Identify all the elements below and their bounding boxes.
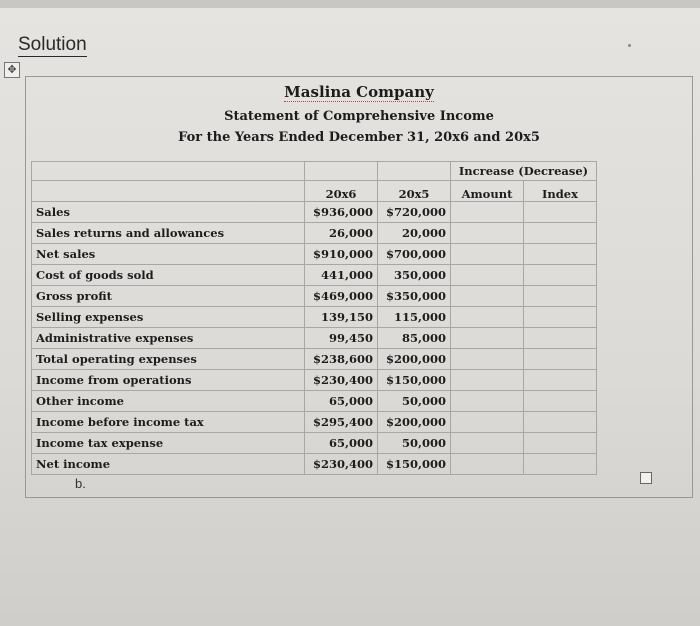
- value-20x6: $238,600: [305, 349, 378, 370]
- row-label: Income from operations: [32, 370, 305, 391]
- value-20x5: $200,000: [378, 412, 451, 433]
- statement-period: For the Years Ended December 31, 20x6 and 20x5: [178, 130, 540, 145]
- value-20x6: 65,000: [305, 391, 378, 412]
- table-row: [32, 454, 597, 475]
- top-strip: [0, 0, 700, 8]
- solution-heading: Solution: [18, 34, 87, 55]
- value-20x6: 139,150: [305, 307, 378, 328]
- value-20x5: 50,000: [378, 433, 451, 454]
- header-blank: [32, 181, 305, 202]
- row-label: Selling expenses: [32, 307, 305, 328]
- value-20x6: 99,450: [305, 328, 378, 349]
- table-row: [32, 223, 597, 244]
- amount-input-cell[interactable]: [451, 433, 524, 454]
- header-blank: [378, 162, 451, 181]
- year-20x5-header: 20x5: [378, 181, 451, 202]
- index-input-cell[interactable]: [524, 286, 597, 307]
- index-input-cell[interactable]: [524, 307, 597, 328]
- table-row: [32, 328, 597, 349]
- row-label: Income tax expense: [32, 433, 305, 454]
- value-20x6: $936,000: [305, 202, 378, 223]
- table-row: [32, 349, 597, 370]
- row-label: Other income: [32, 391, 305, 412]
- value-20x6: 65,000: [305, 433, 378, 454]
- amount-input-cell[interactable]: [451, 454, 524, 475]
- row-label: Total operating expenses: [32, 349, 305, 370]
- header-row-columns: [32, 181, 597, 202]
- index-input-cell[interactable]: [524, 202, 597, 223]
- income-statement-sheet: [25, 76, 693, 498]
- index-header: Index: [524, 181, 597, 202]
- value-20x5: 50,000: [378, 391, 451, 412]
- value-20x5: $350,000: [378, 286, 451, 307]
- index-input-cell[interactable]: [524, 412, 597, 433]
- header-row-group: [32, 162, 597, 181]
- value-20x5: 20,000: [378, 223, 451, 244]
- index-input-cell[interactable]: [524, 370, 597, 391]
- index-input-cell[interactable]: [524, 223, 597, 244]
- row-label: Net sales: [32, 244, 305, 265]
- row-label: Net income: [32, 454, 305, 475]
- table-row: [32, 412, 597, 433]
- amount-input-cell[interactable]: [451, 244, 524, 265]
- value-20x6: 26,000: [305, 223, 378, 244]
- index-input-cell[interactable]: [524, 265, 597, 286]
- header-blank: [32, 162, 305, 181]
- amount-input-cell[interactable]: [451, 391, 524, 412]
- value-20x5: 115,000: [378, 307, 451, 328]
- row-label: Gross profit: [32, 286, 305, 307]
- part-b-label: b.: [75, 476, 86, 491]
- table-row: [32, 244, 597, 265]
- index-input-cell[interactable]: [524, 328, 597, 349]
- statement-title-block: [26, 77, 692, 161]
- value-20x6: 441,000: [305, 265, 378, 286]
- value-20x6: $230,400: [305, 370, 378, 391]
- table-row: [32, 370, 597, 391]
- value-20x6: $910,000: [305, 244, 378, 265]
- amount-input-cell[interactable]: [451, 265, 524, 286]
- amount-input-cell[interactable]: [451, 412, 524, 433]
- row-label: Sales: [32, 202, 305, 223]
- amount-input-cell[interactable]: [451, 223, 524, 244]
- amount-input-cell[interactable]: [451, 286, 524, 307]
- income-statement-table: [31, 161, 597, 475]
- amount-input-cell[interactable]: [451, 370, 524, 391]
- year-20x6-header: 20x6: [305, 181, 378, 202]
- amount-input-cell[interactable]: [451, 307, 524, 328]
- value-20x5: $700,000: [378, 244, 451, 265]
- index-input-cell[interactable]: [524, 391, 597, 412]
- value-20x5: $150,000: [378, 454, 451, 475]
- table-row: [32, 265, 597, 286]
- statement-title: Statement of Comprehensive Income: [224, 109, 494, 124]
- table-row: [32, 307, 597, 328]
- table-row: [32, 433, 597, 454]
- header-blank: [305, 162, 378, 181]
- row-label: Sales returns and allowances: [32, 223, 305, 244]
- resize-handle-icon[interactable]: [640, 472, 652, 484]
- value-20x6: $230,400: [305, 454, 378, 475]
- value-20x5: $200,000: [378, 349, 451, 370]
- index-input-cell[interactable]: [524, 454, 597, 475]
- value-20x5: $720,000: [378, 202, 451, 223]
- table-row: [32, 202, 597, 223]
- value-20x6: $295,400: [305, 412, 378, 433]
- value-20x5: 350,000: [378, 265, 451, 286]
- index-input-cell[interactable]: [524, 244, 597, 265]
- row-label: Administrative expenses: [32, 328, 305, 349]
- index-input-cell[interactable]: [524, 349, 597, 370]
- amount-input-cell[interactable]: [451, 202, 524, 223]
- table-row: [32, 391, 597, 412]
- table-row: [32, 286, 597, 307]
- row-label: Cost of goods sold: [32, 265, 305, 286]
- amount-input-cell[interactable]: [451, 349, 524, 370]
- decorative-dot: [628, 44, 631, 47]
- amount-header: Amount: [451, 181, 524, 202]
- value-20x5: $150,000: [378, 370, 451, 391]
- company-name: Maslina Company: [284, 83, 434, 101]
- row-label: Income before income tax: [32, 412, 305, 433]
- value-20x5: 85,000: [378, 328, 451, 349]
- amount-input-cell[interactable]: [451, 328, 524, 349]
- value-20x6: $469,000: [305, 286, 378, 307]
- increase-decrease-header: Increase (Decrease): [451, 162, 597, 181]
- move-icon[interactable]: ✥: [4, 62, 20, 78]
- index-input-cell[interactable]: [524, 433, 597, 454]
